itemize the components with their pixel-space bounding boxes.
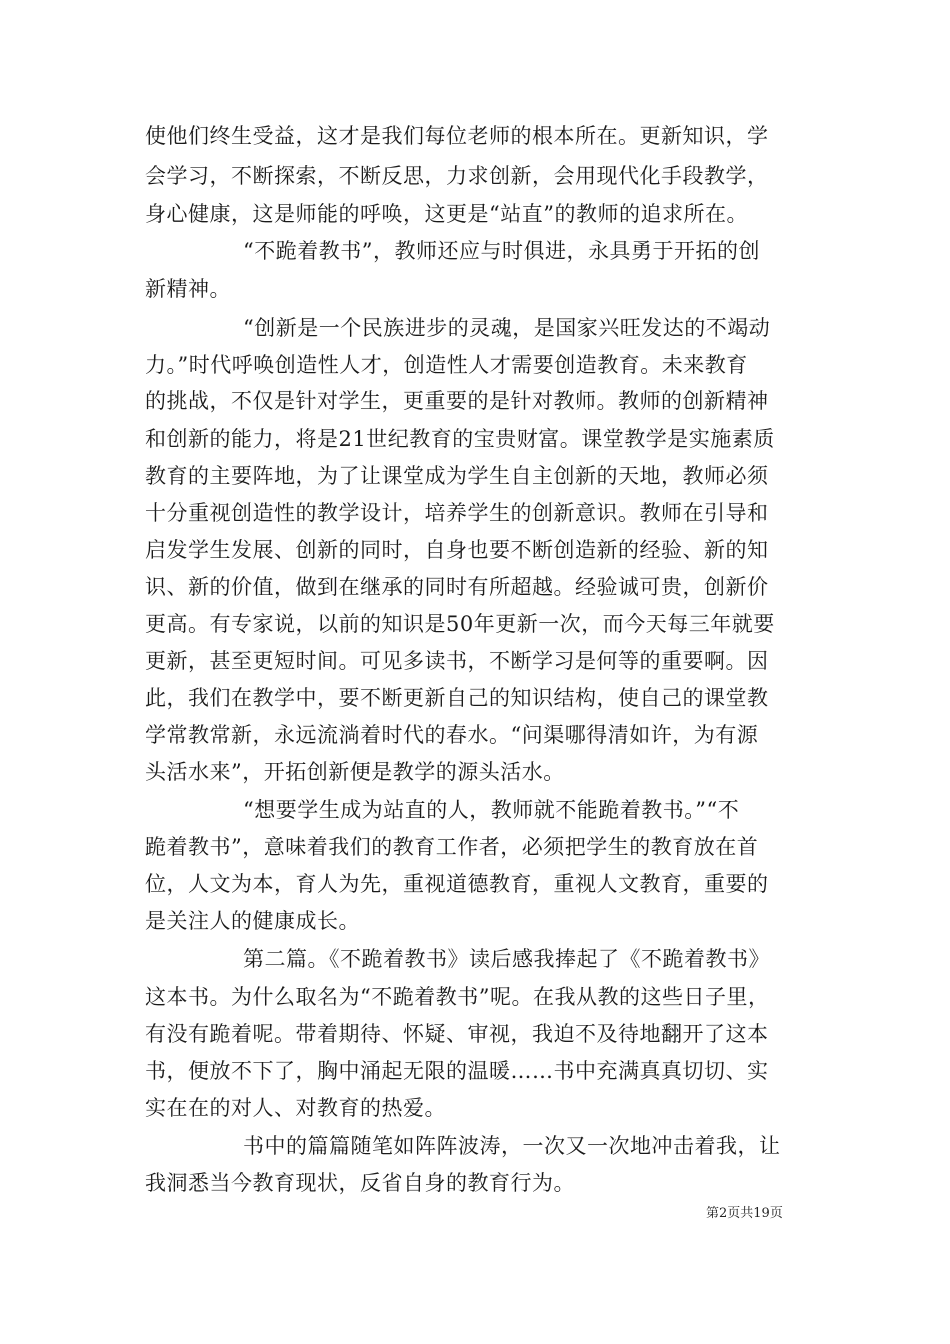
text-line: 启发学生发展、创新的同时，自身也要不断创造新的经验、新的知 [145,538,769,562]
paragraph-first-line: “创新是一个民族进步的灵魂，是国家兴旺发达的不竭动 [243,316,771,340]
text-line: 身心健康，这是师能的呼唤，这更是“站直”的教师的追求所在。 [145,202,748,226]
text-line: 实在在的对人、对教育的热爱。 [145,1096,446,1120]
text-line: 有没有跪着呢。带着期待、怀疑、审视，我迫不及待地翻开了这本 [145,1022,769,1046]
text-line: 位，人文为本，育人为先，重视道德教育，重视人文教育，重要的 [145,872,769,896]
text-line: 力。”时代呼唤创造性人才，创造性人才需要创造教育。未来教育 [145,353,748,377]
text-line: 头活水来”，开拓创新便是教学的源头活水。 [145,760,565,784]
text-line: 这本书。为什么取名为“不跪着教书”呢。在我从教的这些日子里， [145,985,770,1009]
text-line: 更新，甚至更短时间。可见多读书，不断学习是何等的重要啊。因 [145,649,769,673]
paragraph-first-line: 书中的篇篇随笔如阵阵波涛，一次又一次地冲击着我，让 [243,1134,781,1158]
text-line: 教育的主要阵地，为了让课堂成为学生自主创新的天地，教师必须 [145,464,769,488]
text-line: 会学习，不断探索，不断反思，力求创新，会用现代化手段教学， [145,164,769,188]
text-line: 是关注人的健康成长。 [145,909,360,933]
text-line: 识、新的价值，做到在继承的同时有所超越。经验诚可贵，创新价 [145,575,769,599]
text-line: 更高。有专家说，以前的知识是50年更新一次，而今天每三年就要 [145,612,775,636]
text-line: 跪着教书”，意味着我们的教育工作者，必须把学生的教育放在首 [145,835,759,859]
paragraph-first-line: “想要学生成为站直的人，教师就不能跪着教书。”“不 [243,798,740,822]
text-line: 我洞悉当今教育现状，反省自身的教育行为。 [145,1171,575,1195]
paragraph-first-line: 第二篇。《不跪着教书》读后感我捧起了《不跪着教书》 [243,947,770,971]
text-line: 使他们终生受益，这才是我们每位老师的根本所在。更新知识，学 [145,124,769,148]
text-line: 新精神。 [145,277,231,301]
paragraph-first-line: “不跪着教书”，教师还应与时俱进，永具勇于开拓的创 [243,239,760,263]
text-line: 的挑战，不仅是针对学生，更重要的是针对教师。教师的创新精神 [145,389,769,413]
text-line: 学常教常新，永远流淌着时代的春水。“问渠哪得清如许，为有源 [145,723,759,747]
text-line: 十分重视创造性的教学设计，培养学生的创新意识。教师在引导和 [145,501,769,525]
text-line: 此，我们在教学中，要不断更新自己的知识结构，使自己的课堂教 [145,686,769,710]
text-line: 和创新的能力，将是21世纪教育的宝贵财富。课堂教学是实施素质 [145,427,775,451]
page-number: 第2页共19页 [706,1206,783,1221]
text-line: 书，便放不下了，胸中涌起无限的温暖……书中充满真真切切、实 [145,1059,769,1083]
